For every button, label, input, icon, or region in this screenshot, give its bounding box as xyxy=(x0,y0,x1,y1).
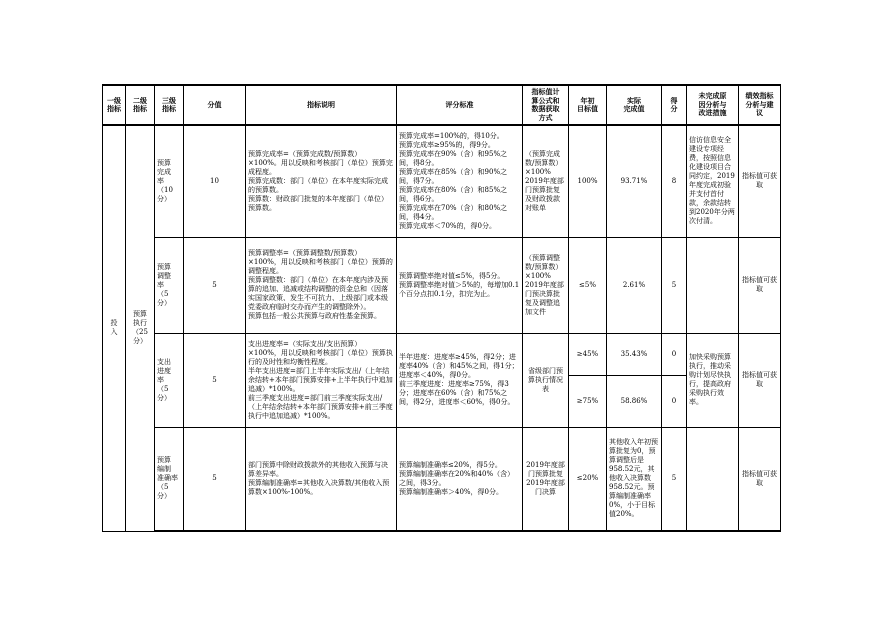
level3-cell: 支出 进度 率 （5 分） xyxy=(155,333,184,427)
description-cell: 预算调整率=（预算调整数/预算数）×100%，用以反映和考核部门（单位）预算的调整程度。 预算调整数：部门（单位）在本年度内涉及预算的追加、追减或结构调整的资金总和（因落实国家政策、发生不可抗力、上级部门或本级党委政府临时交办而产生的调整除外）。 预算包括一般公共预算与政府性基金预算。 xyxy=(246,237,397,333)
table-row xyxy=(103,237,781,333)
score-cell: 5 xyxy=(184,237,246,333)
table-row xyxy=(103,333,781,375)
header-target: 年初 目标值 xyxy=(569,85,607,125)
target-cell: ≥75% xyxy=(569,375,607,427)
advice-cell: 指标值可获取 xyxy=(739,237,781,333)
header-advice: 绩效指标 分析与建 议 xyxy=(739,85,781,125)
criteria-cell: 预算调整率绝对值≤5%，得5分。 预算调整率绝对值＞5%的，每增加0.1个百分点扣0.1分，扣完为止。 xyxy=(397,237,523,333)
criteria-cell: 预算完成率=100%的，得10分。 预算完成率≥95%的，得9分。 预算完成率在90%（含）和95%之间，得8分。 预算完成率在85%（含）和90%之间，得7分。 预算完成率在80%（含）和85%之间，得6分。 预算完成率在70%（含）和80%之间，得4分。 预算完成率＜70%的，得0分。 xyxy=(397,125,523,237)
formula-cell: （预算完成数/预算数）×100% 2019年度部门预算批复及财政拨款对账单 xyxy=(523,125,569,237)
level3-cell: 预算 编制 准确率 （5 分） xyxy=(155,427,184,531)
score-cell: 5 xyxy=(184,427,246,531)
reason-cell: 加快采购预算执行，推动采购计划尽快执行，提高政府采购执行效率。 xyxy=(687,333,739,427)
advice-cell: 指标值可获取 xyxy=(739,333,781,427)
formula-cell: （预算调整数/预算数）×100% 2019年度部门预决算批复及调整追加文件 xyxy=(523,237,569,333)
advice-cell: 指标值可获取 xyxy=(739,427,781,531)
target-cell: ≤5% xyxy=(569,237,607,333)
level3-cell: 预算 完成 率 （10 分） xyxy=(155,125,184,237)
header-criteria: 评分标准 xyxy=(397,85,523,125)
header-reason: 未完成原 因分析与 改进措施 xyxy=(687,85,739,125)
criteria-cell: 半年进度：进度率≥45%，得2分；进度率40%（含）和45%之间，得1分；进度率＜40%，得0分。 前三季度进度：进度率≥75%，得3分；进度率在60%（含）和75%之间，得2分，进度率＜60%，得0分。 xyxy=(397,333,523,427)
description-cell: 部门预算中除财政拨款外的其他收入预算与决算差异率。 预算编制准确率=其他收入决算数/其他收入预算数×100%-100%。 xyxy=(246,427,397,531)
reason-cell: 信访信息安全建设专项经费，按照信息化建设项目合同约定，2019年度完成初验并支付首付款，余款结转到2020年分两次付清。 xyxy=(687,125,739,237)
got-cell: 8 xyxy=(662,125,687,237)
level2-cell: 预算 执行 （25 分） xyxy=(126,125,155,531)
table-row xyxy=(103,125,781,237)
header-level2: 二级 指标 xyxy=(126,85,155,125)
actual-cell: 35.43% xyxy=(607,333,662,375)
target-cell: 100% xyxy=(569,125,607,237)
reason-cell xyxy=(687,427,739,531)
target-cell: ≥45% xyxy=(569,333,607,375)
header-row xyxy=(103,85,781,125)
actual-cell: 其他收入年初预算批复为0，预算调整后是958.52元，其他收入决算数958.52元。预算编制准确率0%，小于目标值20%。 xyxy=(607,427,662,531)
level1-cell: 投 入 xyxy=(103,125,126,531)
advice-cell: 指标值可获取 xyxy=(739,125,781,237)
header-got: 得 分 xyxy=(662,85,687,125)
header-description: 指标说明 xyxy=(246,85,397,125)
target-cell: ≤20% xyxy=(569,427,607,531)
description-cell: 支出进度率=（实际支出/支出预算）×100%，用以反映和考核部门（单位）预算执行的及时性和均衡性程度。 半年支出进度=部门上半年实际支出/（上年结余结转+本年部门预算安排+上半年执行中追加追减）*100%。 前三季度支出进度=部门前三季度实际支出/（上年结余结转+本年部门预算安排+前三季度执行中追加追减）*100%。 xyxy=(246,333,397,427)
got-cell: 0 xyxy=(662,333,687,375)
score-cell: 10 xyxy=(184,125,246,237)
table-row xyxy=(103,427,781,531)
formula-cell: 2019年度部门预算批复 2019年度部门决算 xyxy=(523,427,569,531)
performance-table xyxy=(102,84,781,532)
header-level1: 一级 指标 xyxy=(103,85,126,125)
header-level3: 三级 指标 xyxy=(155,85,184,125)
header-formula: 指标值计 算公式和 数据获取 方式 xyxy=(523,85,569,125)
level3-cell: 预算 调整 率 （5 分） xyxy=(155,237,184,333)
description-cell: 预算完成率=（预算完成数/预算数）×100%。用以反映和考核部门（单位）预算完成程度。 预算完成数：部门（单位）在本年度实际完成的预算数。 预算数：财政部门批复的本年度部门（单位）预算数。 xyxy=(246,125,397,237)
header-score: 分值 xyxy=(184,85,246,125)
actual-cell: 93.71% xyxy=(607,125,662,237)
header-actual: 实际 完成值 xyxy=(607,85,662,125)
got-cell: 5 xyxy=(662,427,687,531)
got-cell: 5 xyxy=(662,237,687,333)
actual-cell: 2.61% xyxy=(607,237,662,333)
score-cell: 5 xyxy=(184,333,246,427)
got-cell: 0 xyxy=(662,375,687,427)
reason-cell xyxy=(687,237,739,333)
criteria-cell: 预算编制准确率≤20%，得5分。 预算编制准确率在20%和40%（含）之间，得3分。 预算编制准确率＞40%，得0分。 xyxy=(397,427,523,531)
formula-cell: 省级部门预算执行情况表 xyxy=(523,333,569,427)
actual-cell: 58.86% xyxy=(607,375,662,427)
